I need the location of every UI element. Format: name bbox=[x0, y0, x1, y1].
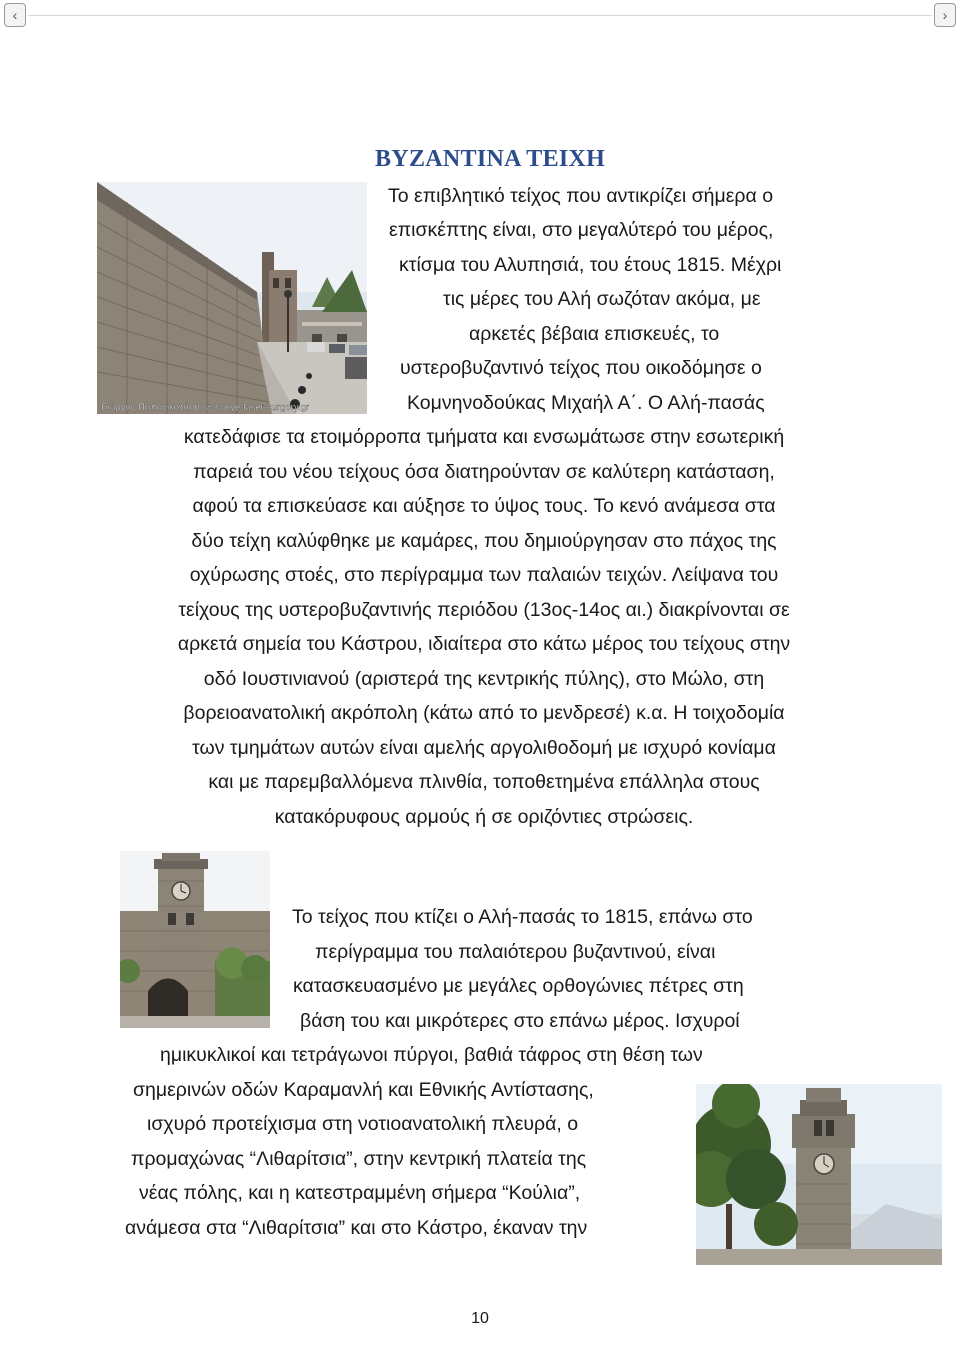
text-line: κατακόρυφους αρμούς ή σε οριζόντιες στρώσεις. bbox=[274, 806, 694, 828]
text-line: περίγραμμα του παλαιότερου βυζαντινού, είναι bbox=[315, 941, 716, 963]
photo-wall-street bbox=[97, 182, 367, 414]
text-line: δύο τείχη καλύφθηκε με καμάρες, που δημιούργησαν στο πάχος της bbox=[191, 530, 777, 552]
text-line: οχύρωσης στοές, στο περίγραμμα των παλαιών τειχών. Λείψανα του bbox=[189, 564, 779, 586]
photo-caption: Γιώργος Παπανικολάου www.eye-laser-surgery.gr bbox=[101, 402, 310, 413]
text-line: ισχυρό προτείχισμα στη νοτιοανατολική πλευρά, ο bbox=[147, 1113, 579, 1135]
previous-page-button[interactable] bbox=[4, 3, 26, 27]
text-line: επισκέπτης είναι, στο μεγαλύτερό του μέρος, bbox=[389, 219, 774, 241]
photo-clock-tower-tree bbox=[696, 1084, 942, 1265]
toolbar-divider bbox=[28, 15, 932, 16]
text-line: νέας πόλης, και η κατεστραμμένη σήμερα “Κούλια”, bbox=[139, 1182, 581, 1204]
viewer-toolbar bbox=[0, 0, 960, 34]
text-line: σημερινών οδών Καραμανλή και Εθνικής Αντίστασης, bbox=[133, 1079, 594, 1101]
text-line: υστεροβυζαντινό τείχος που οικοδόμησε ο bbox=[400, 357, 762, 379]
chevron-right-icon: › bbox=[942, 7, 948, 23]
text-line: κατασκευασμένο με μεγάλες ορθογώνιες πέτρες στη bbox=[293, 975, 744, 997]
text-line: κτίσμα του Αλυπησιά, του έτους 1815. Μέχρι bbox=[399, 254, 782, 276]
text-line: τείχους της υστεροβυζαντινής περιόδου (13ος-14ος αι.) διακρίνονται σε bbox=[178, 599, 790, 621]
text-line: αρκετά σημεία του Κάστρου, ιδιαίτερα στο κάτω μέρος του τείχους στην bbox=[177, 633, 791, 655]
text-line: οδό Ιουστινιανού (αριστερά της κεντρικής πύλης), στο Μώλο, στη bbox=[203, 668, 765, 690]
text-line: παρειά του νέου τείχους όσα διατηρούνταν σε καλύτερη κατάσταση, bbox=[193, 461, 775, 483]
text-line: προμαχώνας “Λιθαρίτσια”, στην κεντρική πλατεία της bbox=[131, 1148, 587, 1170]
text-line: των τμημάτων αυτών είναι αμελής αργολιθοδομή με ισχυρό κονίαμα bbox=[192, 737, 776, 759]
text-line: τις μέρες του Αλή σωζόταν ακόμα, με bbox=[443, 288, 761, 310]
page-title: ΒΥΖΑΝΤΙΝΑ ΤΕΙΧΗ bbox=[375, 146, 606, 172]
page-number: 10 bbox=[471, 1310, 489, 1327]
text-line: ημικυκλικοί και τετράγωνοι πύργοι, βαθιά τάφρος στη θέση των bbox=[160, 1044, 703, 1066]
text-line: Το τείχος που κτίζει ο Αλή-πασάς το 1815, επάνω στο bbox=[292, 906, 753, 928]
chevron-left-icon: ‹ bbox=[12, 7, 18, 23]
text-line: αρκετές βέβαια επισκευές, το bbox=[469, 323, 720, 345]
text-line: αφού τα επισκεύασε και αύξησε το ύψος τους. Το κενό ανάμεσα στα bbox=[192, 495, 776, 517]
text-line: και με παρεμβαλλόμενα πλινθία, τοποθετημένα επάλληλα στους bbox=[208, 771, 760, 793]
text-line: Το επιβλητικό τείχος που αντικρίζει σήμερα ο bbox=[388, 185, 774, 207]
next-page-button[interactable] bbox=[934, 3, 956, 27]
text-line: Κομνηνοδούκας Μιχαήλ Α΄. Ο Αλή-πασάς bbox=[407, 392, 765, 414]
photo-clock-tower-gate bbox=[120, 851, 270, 1028]
text-line: βορειοανατολική ακρόπολη (κάτω από το μενδρεσέ) κ.α. Η τοιχοδομία bbox=[183, 702, 785, 724]
text-line: ανάμεσα στα “Λιθαρίτσια” και στο Κάστρο, έκαναν την bbox=[125, 1217, 588, 1239]
text-line: κατεδάφισε τα ετοιμόρροπα τμήματα και ενσωμάτωσε στην εσωτερική bbox=[183, 426, 785, 448]
text-line: βάση του και μικρότερες στο επάνω μέρος. Ισχυροί bbox=[300, 1010, 740, 1032]
